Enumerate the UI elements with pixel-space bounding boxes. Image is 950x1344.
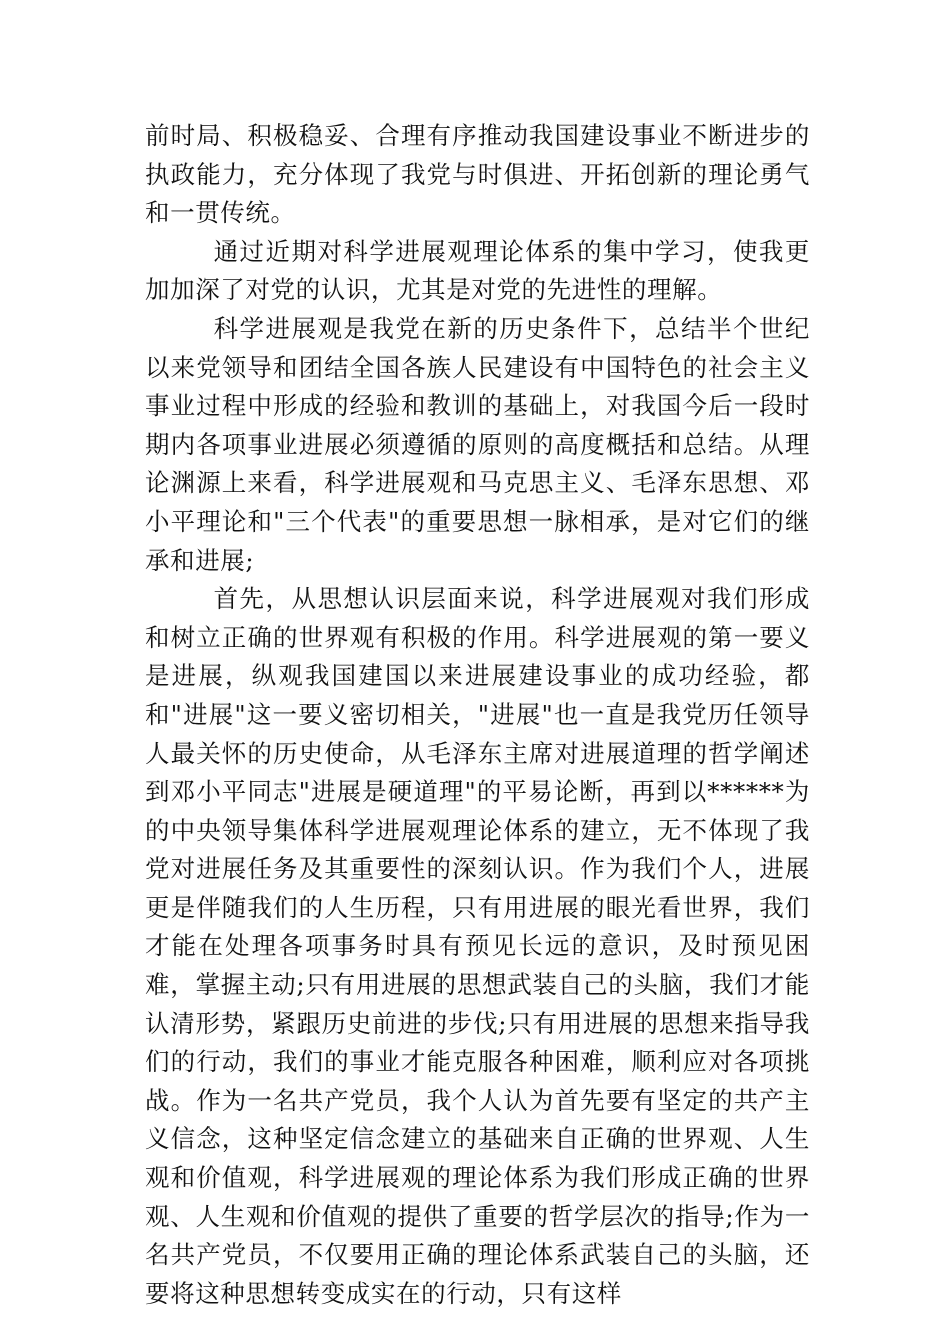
- document-body: [145, 117, 810, 1313]
- paragraph-1: 前时局、积极稳妥、合理有序推动我国建设事业不断进步的执政能力，充分体现了我党与时俱进、开拓创新的理论勇气和一贯传统。: [145, 121, 810, 228]
- paragraph-3: 科学进展观是我党在新的历史条件下，总结半个世纪以来党领导和团结全国各族人民建设有中国特色的社会主义事业过程中形成的经验和教训的基础上，对我国今后一段时期内各项事业进展必须遵循的原则的高度概括和总结。从理论渊源上来看，科学进展观和马克思主义、毛泽东思想、邓小平理论和"三个代表"的重要思想一脉相承，是对它们的继承和进展;: [145, 313, 810, 575]
- paragraph-4: 首先，从思想认识层面来说，科学进展观对我们形成和树立正确的世界观有积极的作用。科学进展观的第一要义是进展，纵观我国建国以来进展建设事业的成功经验，都和"进展"这一要义密切相关，"进展"也一直是我党历任领导人最关怀的历史使命，从毛泽东主席对进展道理的哲学阐述到邓小平同志"进展是硬道理"的平易论断，再到以******为的中央领导集体科学进展观理论体系的建立，无不体现了我党对进展任务及其重要性的深刻认识。作为我们个人，进展更是伴随我们的人生历程，只有用进展的眼光看世界，我们才能在处理各项事务时具有预见长远的意识，及时预见困难，掌握主动;只有用进展的思想武装自己的头脑，我们才能认清形势，紧跟历史前进的步伐;只有用进展的思想来指导我们的行动，我们的事业才能克服各种困难，顺利应对各项挑战。作为一名共产党员，我个人认为首先要有坚定的共产主义信念，这种坚定信念建立的基础来自正确的世界观、人生观和价值观，科学进展观的理论体系为我们形成正确的世界观、人生观和价值观的提供了重要的哲学层次的指导;作为一名共产党员，不仅要用正确的理论体系武装自己的头脑，还要将这种思想转变成实在的行动，只有这样: [145, 584, 810, 1308]
- paragraph-2: 通过近期对科学进展观理论体系的集中学习，使我更加加深了对党的认识，尤其是对党的先进性的理解。: [145, 236, 810, 305]
